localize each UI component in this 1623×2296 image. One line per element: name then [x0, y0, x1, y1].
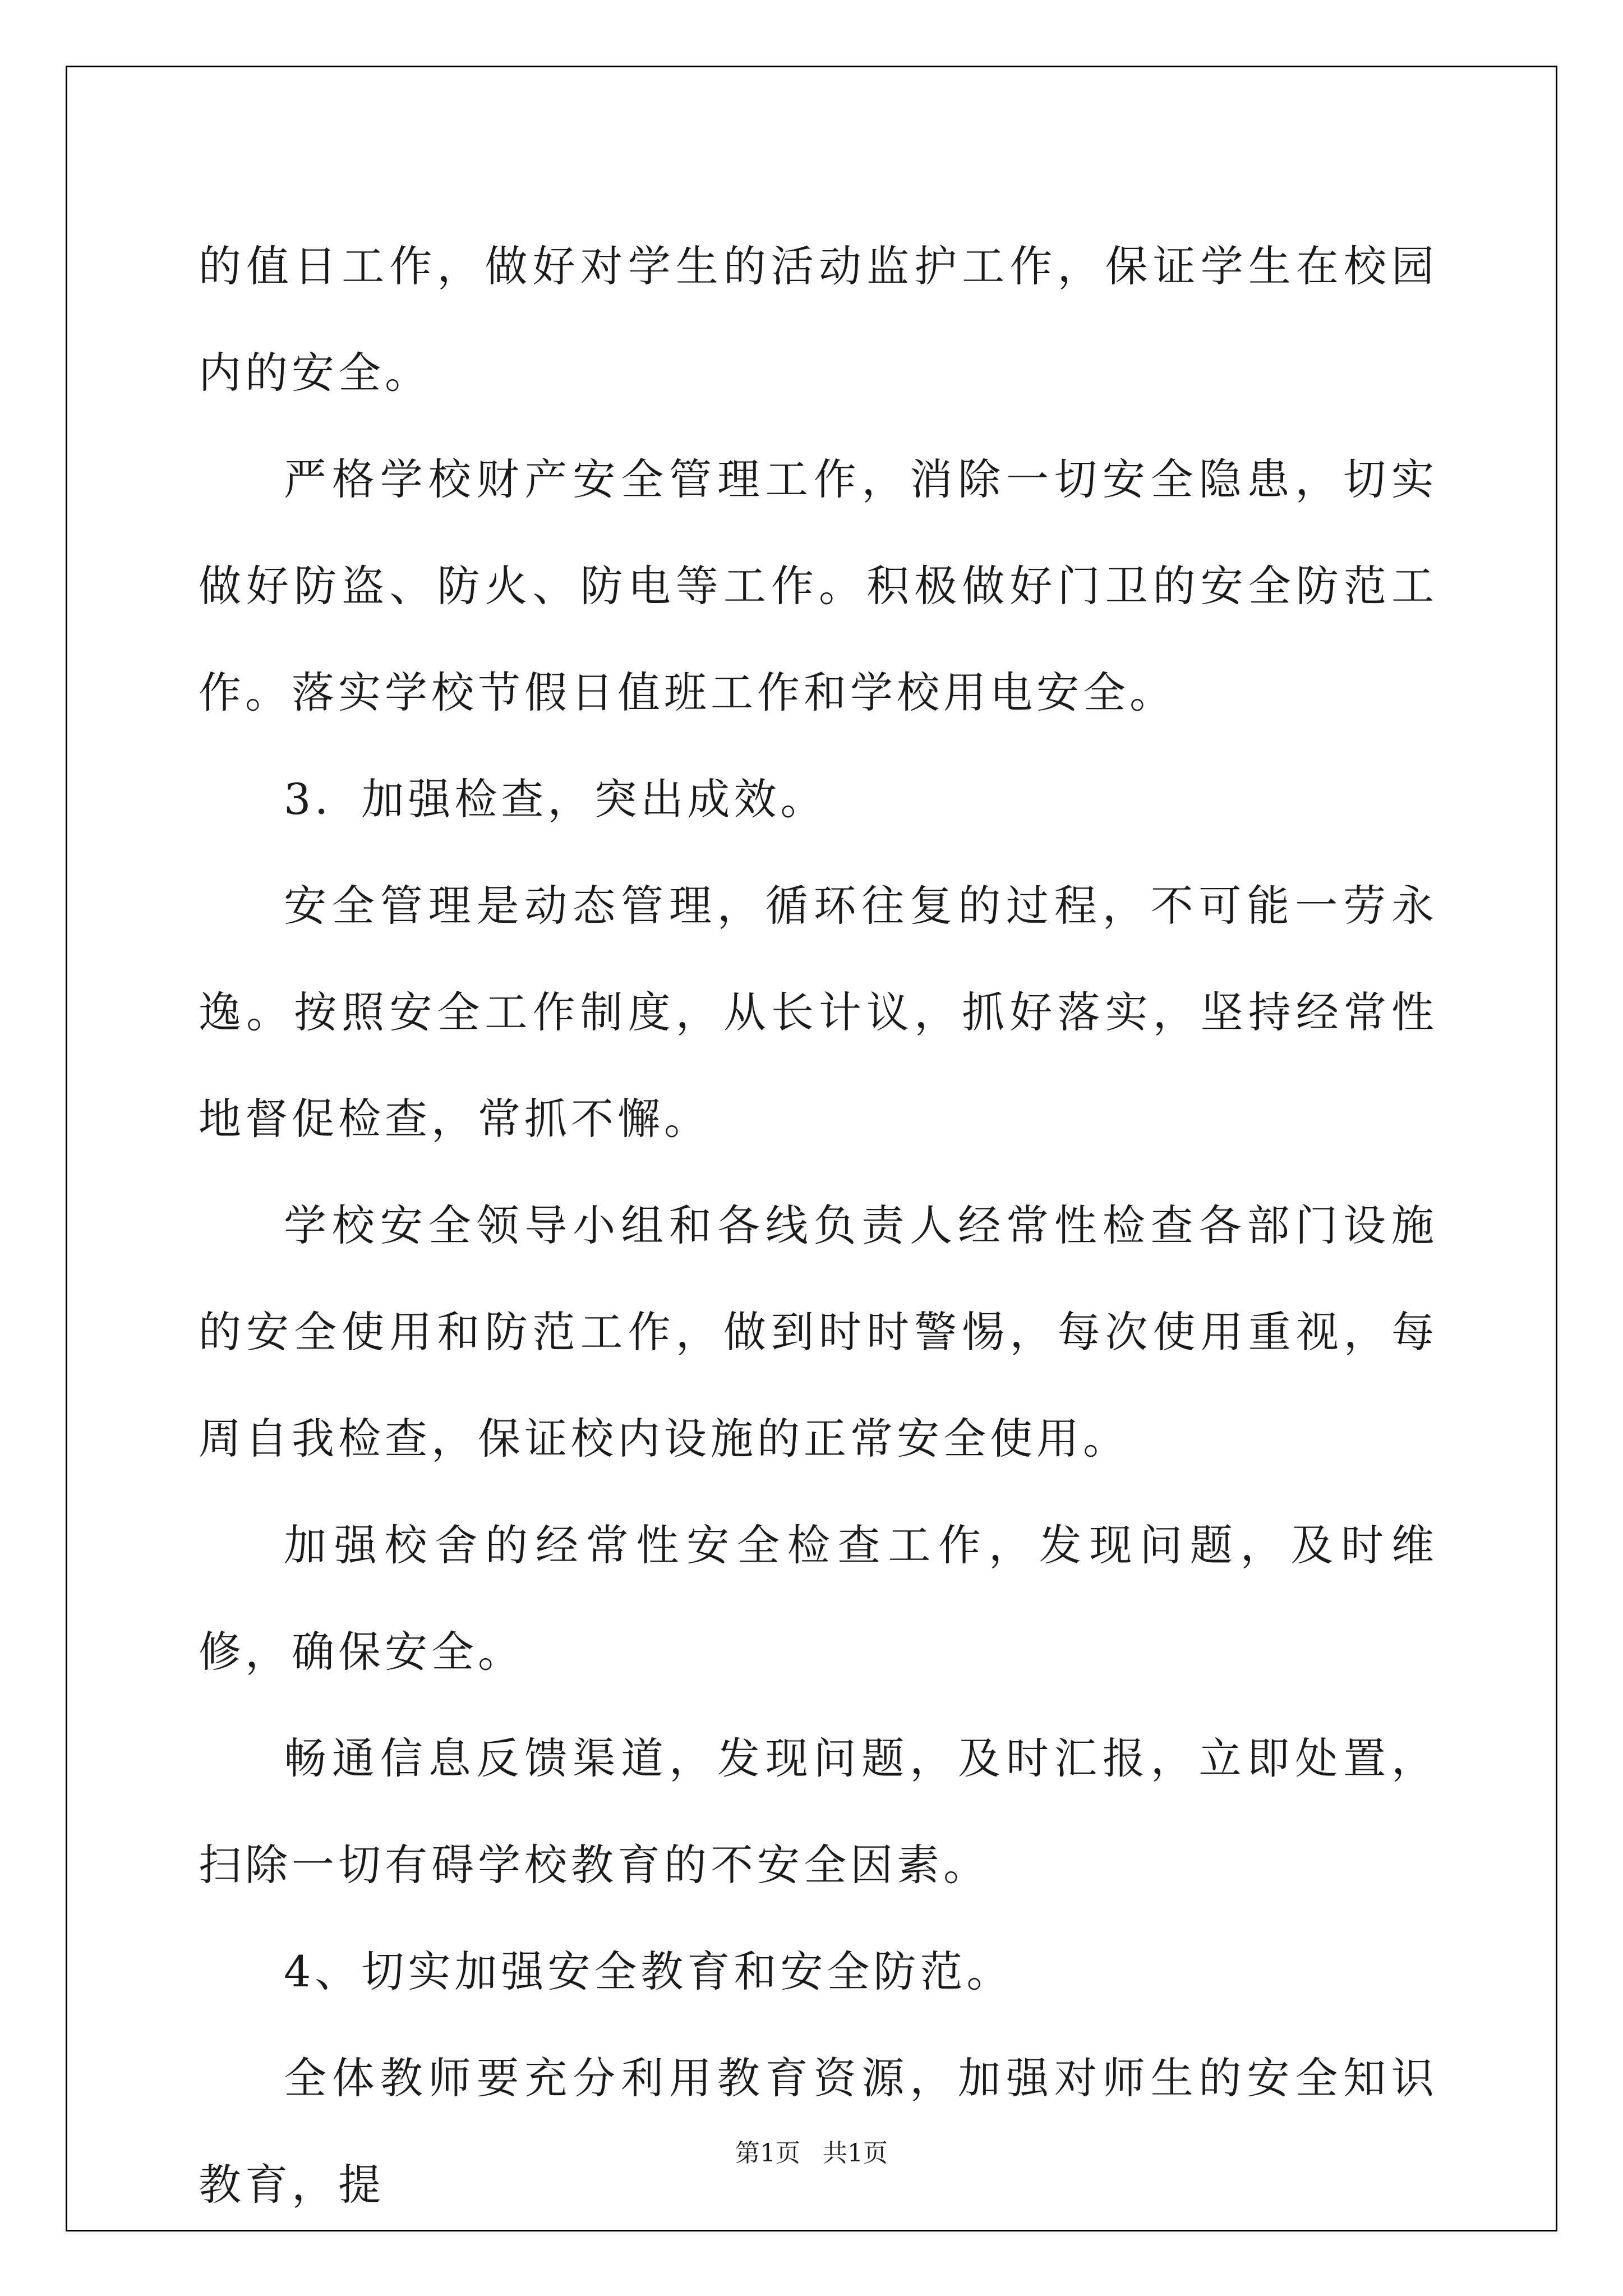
paragraph-4: 安全管理是动态管理，循环往复的过程，不可能一劳永逸。按照安全工作制度，从长计议，抓好落实，坚持经常性地督促检查，常抓不懈。: [199, 881, 1438, 1144]
paragraph-5: 学校安全领导小组和各线负责人经常性检查各部门设施的安全使用和防范工作，做到时时警惕，每次使用重视，每周自我检查，保证校内设施的正常安全使用。: [199, 1200, 1438, 1464]
page-number: 第1页: [735, 2139, 800, 2168]
page-footer: [0, 2133, 1623, 2169]
paragraph-8: 4、切实加强安全教育和安全防范。: [284, 1947, 1013, 1996]
paragraph-3: 3．加强检查，突出成效。: [284, 774, 827, 824]
paragraph-7: 畅通信息反馈渠道，发现问题，及时汇报，立即处置，扫除一切有碍学校教育的不安全因素。: [199, 1733, 1438, 1890]
paragraph-6: 加强校舍的经常性安全检查工作，发现问题，及时维修，确保安全。: [199, 1520, 1438, 1677]
paragraph-9: 全体教师要充分利用教育资源，加强对师生的安全知识教育，提: [199, 2053, 1438, 2210]
page-total: 共1页: [823, 2139, 888, 2168]
document-body: [199, 213, 1438, 2238]
paragraph-2: 严格学校财产安全管理工作，消除一切安全隐患，切实做好防盗、防火、防电等工作。积极做好门卫的安全防范工作。落实学校节假日值班工作和学校用电安全。: [199, 454, 1438, 717]
paragraph-1: 的值日工作，做好对学生的活动监护工作，保证学生在校园内的安全。: [199, 241, 1438, 398]
